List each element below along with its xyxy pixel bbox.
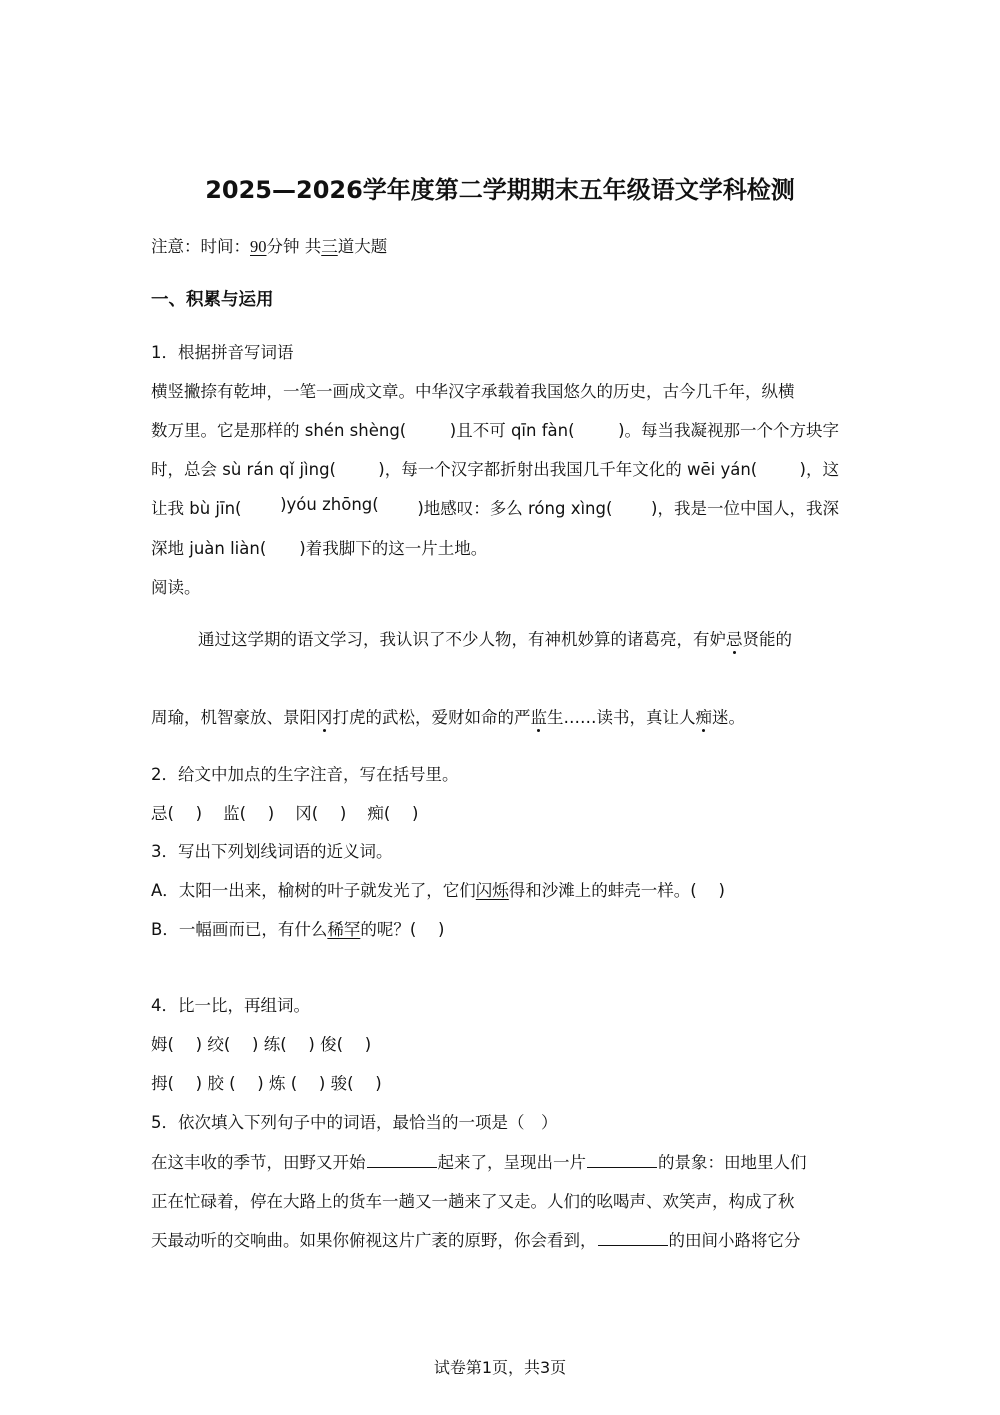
notice-prefix: 注意：时间：: [151, 237, 250, 256]
passage-text: 周瑜，机智豪放、景阳: [151, 708, 316, 727]
q1-paragraph-line: [151, 417, 839, 441]
fill-blank: [367, 1166, 437, 1168]
q5-passage-line: [151, 1188, 839, 1212]
q1-line4-a: 让我 bù jīn(: [151, 499, 242, 518]
q5-heading: 5．依次填入下列句子中的词语，最恰当的一项是（ ）: [151, 1113, 558, 1132]
q1-line3-b: )，每一个汉字都折射出我国几千年文化的 wēi yán(: [378, 460, 758, 479]
reading-label: 阅读。: [151, 578, 201, 597]
option-text: B．一幅画而已，有什么: [151, 920, 328, 939]
fill-blank: [598, 1244, 668, 1246]
q1-paragraph-line: [151, 456, 839, 480]
section-heading: 一、积累与运用: [151, 290, 274, 310]
underlined-word: 稀罕: [327, 920, 361, 939]
option-text: 得和沙滩上的蚌壳一样。( ): [508, 881, 725, 900]
option-text: 的呢？( ): [360, 920, 445, 939]
passage-text: 在这丰收的季节，田野又开始: [151, 1153, 366, 1172]
passage-text: 的田间小路将它分: [668, 1231, 801, 1250]
q4-row: 拇( ) 胶 ( ) 炼 ( ) 骏( ): [151, 1074, 382, 1093]
question-count: 三: [321, 237, 338, 256]
fill-blank: [587, 1166, 657, 1168]
q1-line1-text: 横竖撇捺有乾坤，一笔一画成文章。中华汉字承载着我国悠久的历史，古今几千年，纵横: [151, 382, 795, 401]
q5-line1: [151, 1149, 807, 1173]
answer-slot: 痴( ): [367, 804, 419, 823]
passage-text: 迷。: [712, 708, 745, 727]
q1-line4-c: )地感叹：多么 róng xìng(: [417, 499, 613, 518]
exam-title: 2025—2026学年度第二学期期末五年级语文学科检测: [205, 176, 795, 204]
q1-line2-b: )且不可 qīn fàn(: [449, 421, 575, 440]
dotted-char: 痴: [695, 708, 712, 727]
dotted-char: 监: [530, 708, 547, 727]
passage-text: 生……读书，真让人: [547, 708, 696, 727]
q4-heading: 4．比一比，再组词。: [151, 996, 310, 1015]
passage-text: 贤能的: [742, 630, 792, 649]
q1-line3-a: 时，总会 sù rán qǐ jìng(: [151, 460, 336, 479]
answer-slot: 忌( ): [151, 804, 203, 823]
q1-line2-c: )。每当我凝视那一个个方块字: [618, 421, 839, 440]
q2-answers: [151, 800, 418, 824]
q1-paragraph-line: 深地 juàn liàn( )着我脚下的这一片土地。: [151, 539, 488, 558]
page-footer: 试卷第1页，共3页: [433, 1358, 567, 1377]
q5-passage-line: [151, 1227, 839, 1251]
answer-slot: 冈( ): [295, 804, 347, 823]
q3-option-b: [151, 916, 444, 940]
passage-text: 打虎的武松，爱财如命的严: [332, 708, 531, 727]
q2-heading: 2．给文中加点的生字注音，写在括号里。: [151, 765, 459, 784]
passage-text: 通过这学期的语文学习，我认识了不少人物，有神机妙算的诸葛亮，有妒: [198, 630, 726, 649]
q3-option-a: [151, 877, 725, 901]
q1-line3-c: )，这: [799, 460, 839, 479]
passage-text: 天最动听的交响曲。如果你俯视这片广袤的原野，你会看到，: [151, 1231, 597, 1250]
q1-paragraph-line: [151, 378, 839, 402]
q5-line3: [151, 1227, 801, 1251]
dotted-char: 忌: [726, 630, 743, 649]
q4-row: 姆( ) 绞( ) 练( ) 俊( ): [151, 1035, 372, 1054]
time-value: 90: [250, 237, 267, 256]
option-text: A．太阳一出来，榆树的叶子就发光了，它们: [151, 881, 476, 900]
q1-line4-b: )yóu zhōng(: [280, 495, 379, 514]
passage-text: 的景象：田地里人们: [658, 1153, 807, 1172]
q1-paragraph-line: [151, 495, 839, 519]
passage-text: 起来了，呈现出一片: [437, 1153, 586, 1172]
q1-line4-d: )，我是一位中国人，我深: [651, 499, 839, 518]
notice: [151, 233, 387, 257]
dotted-char: 冈: [316, 708, 333, 727]
reading-passage-line2: [151, 704, 745, 728]
underlined-word: 闪烁: [475, 881, 509, 900]
time-unit: 分钟 共: [266, 237, 322, 256]
q5-passage-line: [151, 1149, 839, 1173]
passage-text: 正在忙碌着，停在大路上的货车一趟又一趟来了又走。人们的吆喝声、欢笑声，构成了秋: [151, 1192, 795, 1211]
answer-slot: 监( ): [223, 804, 275, 823]
q1-line2-a: 数万里。它是那样的 shén shèng(: [151, 421, 407, 440]
q3-heading: 3．写出下列划线词语的近义词。: [151, 842, 393, 861]
count-suffix: 道大题: [337, 237, 388, 256]
reading-passage-line1: [198, 626, 792, 650]
q1-heading: 1．根据拼音写词语: [151, 343, 294, 362]
